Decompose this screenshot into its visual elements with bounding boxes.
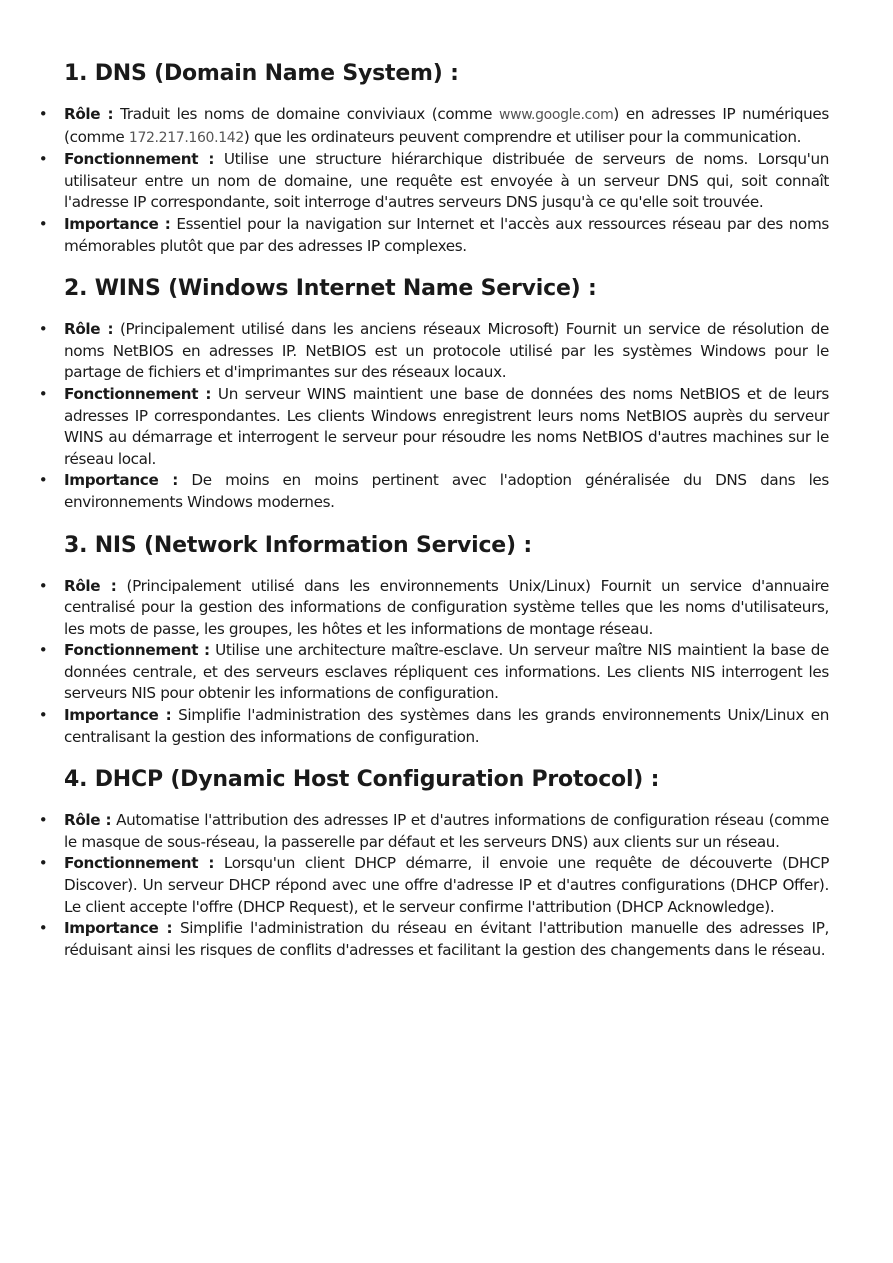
item-text: Essentiel pour la navigation sur Internet et l'accès aux ressources réseau par des noms mémorables plutôt que par des adresses IP complexes. — [64, 214, 829, 255]
item-text: Simplifie l'administration des systèmes dans les grands environnements Unix/Linux en centralisant la gestion des informations de configuration. — [64, 706, 829, 746]
section-title: 4. DHCP (Dynamic Host Configuration Protocol) : — [64, 767, 660, 793]
item-term: Fonctionnement : — [64, 384, 212, 403]
example-ip: 172.217.160.142 — [128, 129, 244, 146]
bullet-icon: • — [38, 320, 48, 339]
example-domain: www.google.com — [499, 107, 614, 123]
list-item — [38, 319, 829, 384]
section-dns — [38, 60, 829, 257]
item-text: Utilise une architecture maître-esclave. Un serveur maître NIS maintient la base de données centrale, et des serveurs esclaves répliquent ces informations. Les clients NIS interrogent les serveurs NIS pour obtenir les informations de configuration. — [64, 641, 830, 703]
list-item — [38, 705, 829, 748]
section-wins — [38, 275, 829, 513]
list-item — [38, 810, 829, 853]
list-item — [38, 918, 829, 961]
item-text: Un serveur WINS maintient une base de données des noms NetBIOS et de leurs adresses IP correspondantes. Les clients Windows enregistrent leurs noms NetBIOS auprès du serveur WINS au démarrage et interrogent le serveur pour résoudre les noms NetBIOS d'autres machines sur le réseau local. — [64, 384, 829, 468]
bullet-icon: • — [38, 919, 48, 938]
item-term: Rôle : — [64, 320, 114, 339]
item-text: De moins en moins pertinent avec l'adoption généralisée du DNS dans les environnements Windows modernes. — [64, 471, 829, 511]
section-title: 3. NIS (Network Information Service) : — [64, 532, 532, 558]
bullet-icon: • — [38, 811, 48, 830]
list-item — [38, 640, 830, 705]
item-text: ) en adresses IP numériques (comme — [64, 105, 829, 146]
section-title: 2. WINS (Windows Internet Name Service) : — [64, 276, 597, 302]
bullet-icon: • — [38, 706, 48, 725]
list-item — [38, 576, 830, 641]
section-title: 1. DNS (Domain Name System) : — [64, 61, 459, 86]
item-term: Fonctionnement : — [64, 150, 215, 169]
bullet-list — [38, 319, 829, 513]
bullet-list — [38, 576, 830, 749]
item-text: Traduit les noms de domaine conviviaux (comme — [113, 105, 500, 123]
section-nis — [38, 532, 830, 749]
item-term: Fonctionnement : — [64, 854, 215, 873]
bullet-icon: • — [38, 641, 48, 660]
bullet-list — [38, 104, 829, 257]
item-term: Rôle : — [64, 811, 112, 830]
bullet-icon: • — [38, 854, 48, 873]
item-text: (Principalement utilisé dans les environnements Unix/Linux) Fournit un service d'annuaire centralisé pour la gestion des informations de configuration système telles que les noms d'utilisateurs, les mots de passe, les groupes, les hôtes et les informations de montage réseau. — [64, 576, 830, 638]
bullet-icon: • — [38, 150, 48, 169]
bullet-icon: • — [38, 576, 48, 595]
item-text: Automatise l'attribution des adresses IP et d'autres informations de configuration réseau (comme le masque de sous-réseau, la passerelle par défaut et les serveurs DNS) aux clients sur un réseau. — [64, 811, 829, 851]
item-term: Rôle : — [64, 576, 117, 595]
item-text: Simplifie l'administration du réseau en évitant l'attribution manuelle des adresses IP, réduisant ainsi les risques de conflits d'adresses et facilitant la gestion des changements dans le réseau. — [64, 919, 829, 959]
item-term: Importance : — [64, 919, 173, 938]
item-term: Importance : — [64, 214, 171, 233]
bullet-icon: • — [38, 105, 48, 123]
bullet-icon: • — [38, 384, 48, 403]
item-text: Utilise une structure hiérarchique distribuée de serveurs de noms. Lorsqu'un utilisateur entre un nom de domaine, une requête est envoyée à un serveur DNS qui, soit connaît l'adresse IP correspondante, soit interroge d'autres serveurs DNS jusqu'à ce qu'elle soit trouvée. — [64, 150, 829, 212]
list-item — [38, 149, 829, 214]
item-text: ) que les ordinateurs peuvent comprendre et utiliser pour la communication. — [243, 127, 802, 146]
list-item — [38, 853, 829, 918]
item-text: Lorsqu'un client DHCP démarre, il envoie une requête de découverte (DHCP Discover). Un serveur DHCP répond avec une offre d'adresse IP et d'autres configurations (DHCP Offer). Le client accepte l'offre (DHCP Request), et le serveur confirme l'attribution (DHCP Acknowledge). — [64, 854, 829, 916]
item-term: Importance : — [64, 706, 172, 725]
item-term: Rôle : — [64, 105, 114, 123]
list-item — [38, 470, 829, 513]
bullet-icon: • — [38, 214, 48, 233]
bullet-list — [38, 810, 829, 961]
item-term: Importance : — [64, 471, 178, 490]
list-item — [38, 384, 829, 470]
bullet-icon: • — [38, 471, 48, 490]
list-item — [38, 214, 829, 257]
section-dhcp — [38, 766, 829, 961]
item-term: Fonctionnement : — [64, 641, 210, 660]
item-text: (Principalement utilisé dans les anciens réseaux Microsoft) Fournit un service de résolution de noms NetBIOS en adresses IP. NetBIOS est un protocole utilisé par les systèmes Windows pour le partage de fichiers et d'imprimantes sur des réseaux locaux. — [64, 320, 829, 382]
list-item — [38, 104, 829, 149]
